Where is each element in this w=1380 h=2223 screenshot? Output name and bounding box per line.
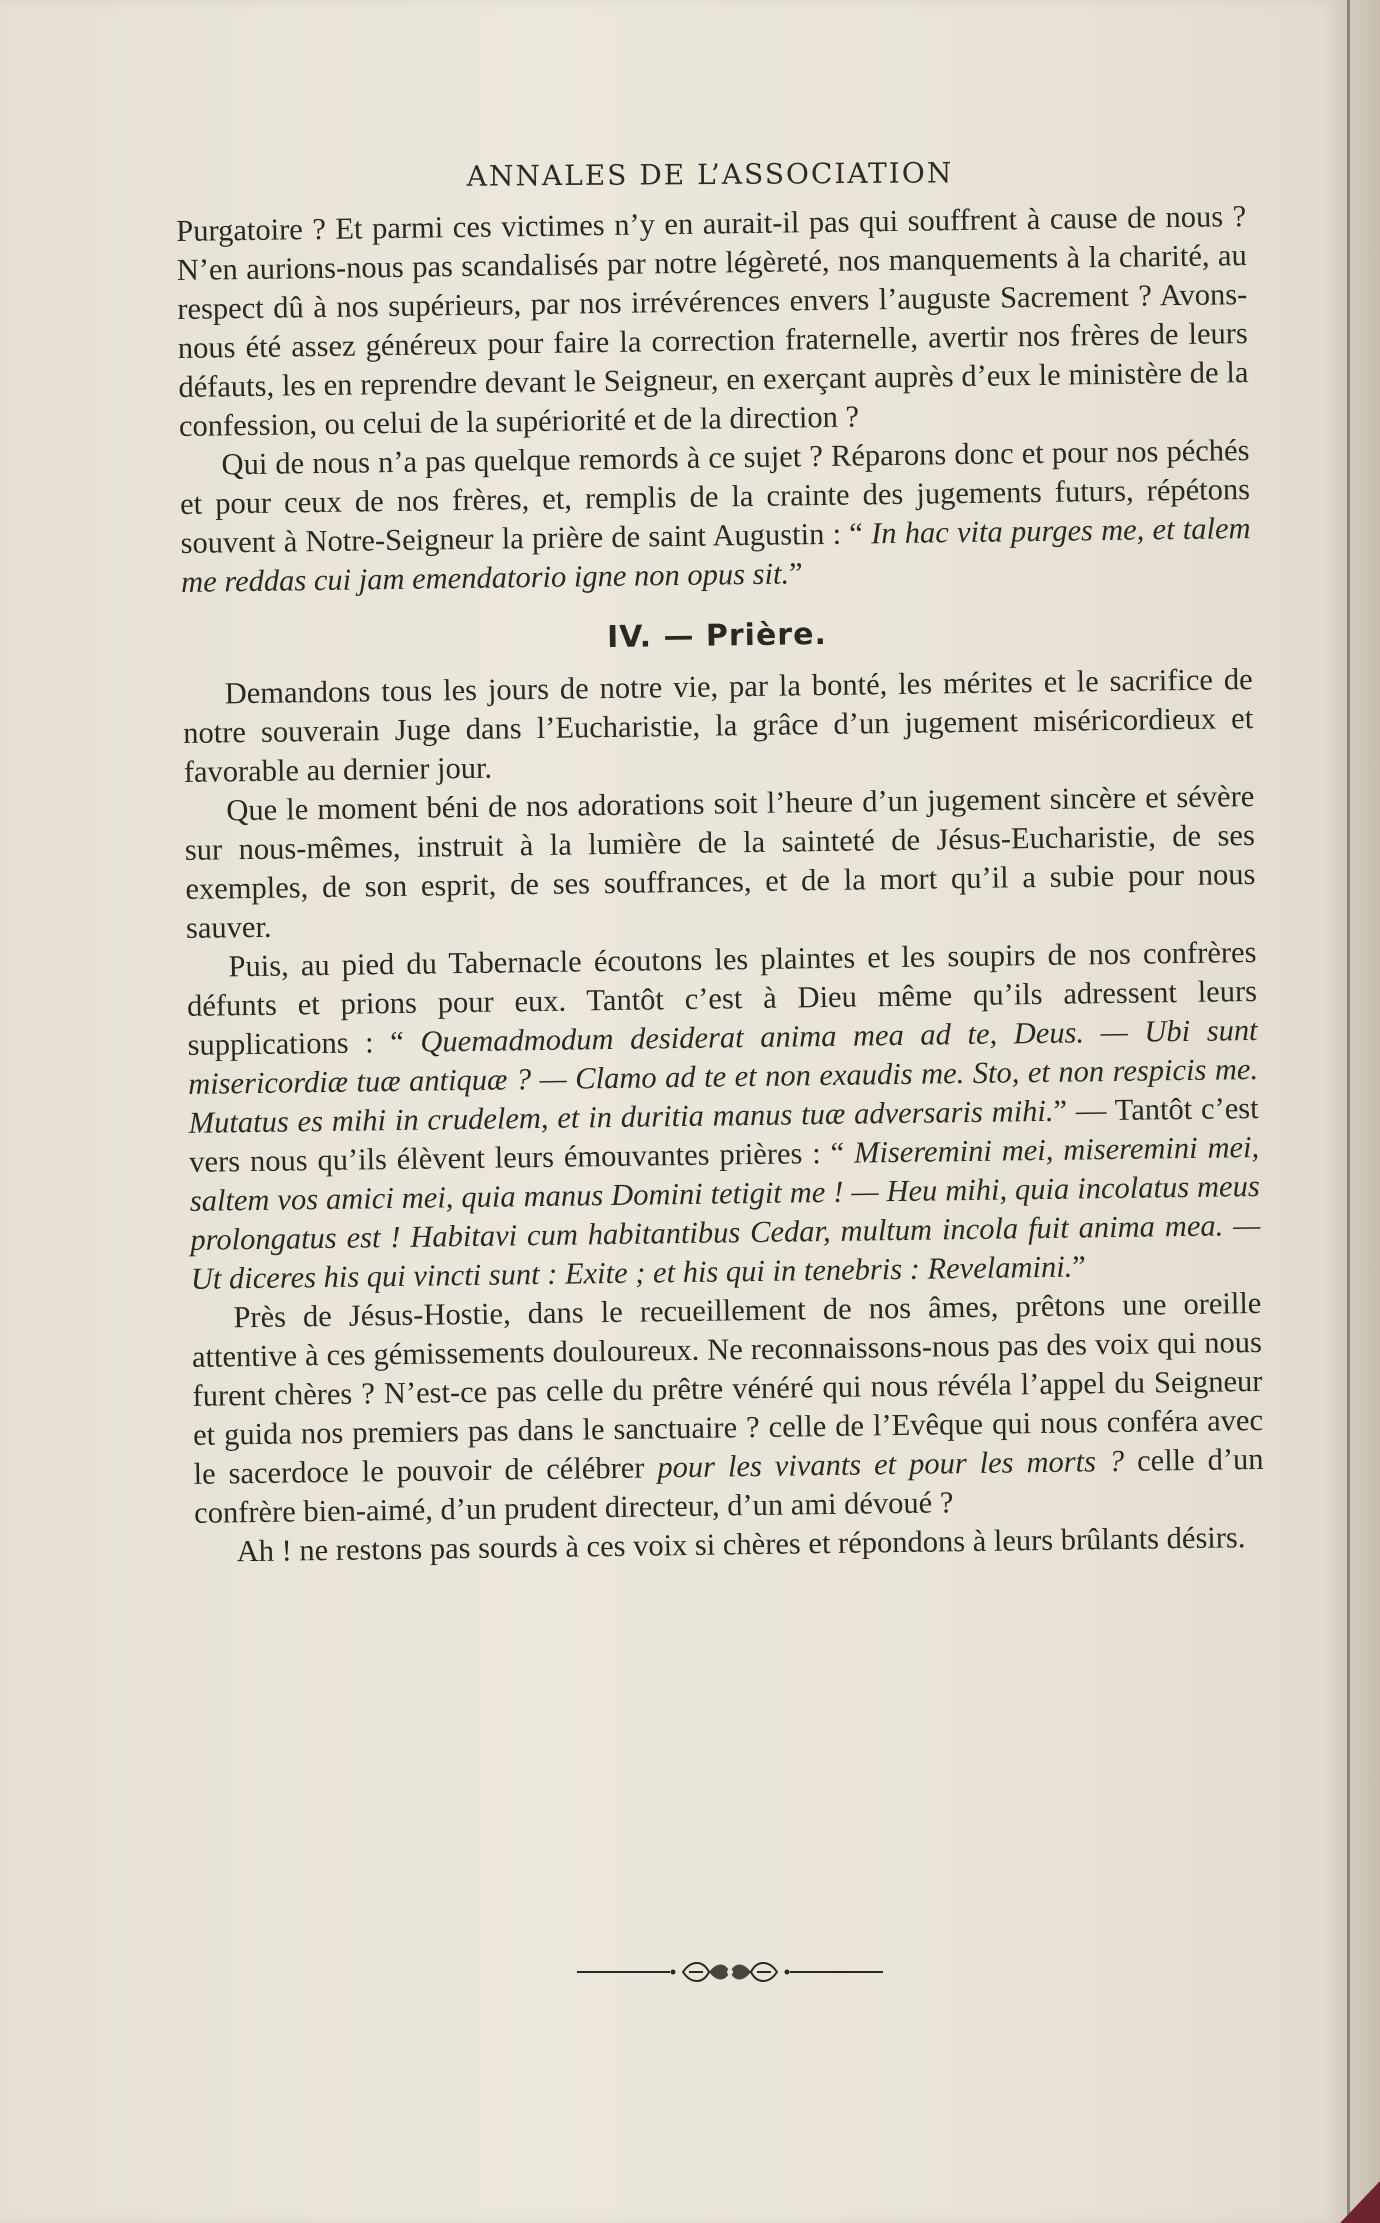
latin-quote-augustine: In hac vita purges me, et talem me reddas cui jam emendatorio igne non opus sit.	[180, 511, 1251, 599]
latin-phrase-living-dead: pour les vivants et pour les morts ?	[657, 1443, 1125, 1485]
section-title: IV. — Prière.	[606, 616, 828, 656]
ornament-divider-icon	[575, 1952, 885, 1992]
latin-quote-supplications: Quemadmodum desiderat anima mea ad te, Deus. — Ubi sunt misericordiæ tuæ antiquæ ? — Clamo ad te et non exaudis me. Sto, et non respicis me. Mutatus es mihi in crudelem, et in duritia manus tuæ adversaris mihi.	[187, 1012, 1259, 1140]
running-header: ANNALES DE L’ASSOCIATION	[466, 156, 954, 193]
paragraph-4-text: Que le moment béni de nos adorations soit l’heure d’un jugement sincère et sévère sur nous-mêmes, instruit à la lumière de la sainteté de Jésus-Eucharistie, de ses exemples, de son esprit, de ses souffrances, et de la mort qu’il a subie pour nous sauver.	[184, 779, 1256, 945]
paragraph-2	[179, 431, 1251, 602]
paragraph-3-text: Demandons tous les jours de notre vie, par la bonté, les mérites et le sacrifice de notre souverain Juge dans l’Eucharistie, la grâce d’un jugement miséricordieux et favorable au dernier jour.	[183, 662, 1254, 789]
paragraph-6	[191, 1284, 1264, 1533]
corner-accent	[1340, 2181, 1380, 2223]
paragraph-6-text-b: celle d’un confrère bien-aimé, d’un prudent directeur, d’un ami dévoué ?	[193, 1441, 1264, 1530]
paragraph-1	[176, 197, 1249, 446]
paragraph-4	[184, 777, 1256, 948]
paragraph-1-text: Purgatoire ? Et parmi ces victimes n’y en aurait-il pas qui souffrent à cause de nous ? N’en aurions-nous pas scandalisés par notre légèreté, nos manquements à la charité, au respect dû à nos supérieurs, par nos irrévérences envers l’auguste Sacrement ? Avons-nous été assez généreux pour faire la correction fraternelle, avertir nos frères de leurs défauts, les en reprendre devant le Seigneur, en exerçant auprès d’eux le ministère de la confession, ou celui de la supériorité et de la direction ?	[176, 199, 1249, 443]
paragraph-2-close: ”	[788, 556, 803, 591]
paragraph-5-text-b: ” — Tantôt c’est vers nous qu’ils élèvent leurs émouvantes prières : “	[189, 1090, 1259, 1179]
paragraph-5-close: ”	[1072, 1249, 1087, 1284]
paragraph-5-text-a: Puis, au pied du Tabernacle écoutons les plaintes et les soupirs de nos confrères défunts et prions pour eux. Tantôt c’est à Dieu même qu’ils adressent leurs supplications : “	[186, 934, 1258, 1062]
paragraph-5	[186, 933, 1261, 1299]
binding-line	[1347, 0, 1350, 2223]
latin-quote-prayers: Miseremini mei, miseremini mei, saltem vos amici mei, quia manus Domini tetigit me ! — Heu mihi, quia incolatus meus prolongatus est ! Habitavi cum habitantibus Cedar, multum incola fuit anima mea. — Ut diceres his qui vincti sunt : Exite ; et his qui in tenebris : Revelamini.	[189, 1129, 1261, 1296]
paragraph-2-text: Qui de nous n’a pas quelque remords à ce sujet ? Réparons donc et pour nos péchés et pour ceux de nos frères, et, remplis de la crainte des jugements futurs, répétons souvent à Notre-Seigneur la prière de saint Augustin : “	[179, 433, 1251, 560]
paragraph-6-text-a: Près de Jésus-Hostie, dans le recueillement de nos âmes, prêtons une oreille attentive à ces gémissements douloureux. Ne reconnaissons-nous pas des voix qui nous furent chères ? N’est-ce pas celle du prêtre vénéré qui nous révéla l’appel du Seigneur et guida nos premiers pas dans le sanctuaire ? celle de l’Evêque qui nous conféra avec le sacerdoce le pouvoir de célébrer	[191, 1285, 1264, 1491]
paragraph-3	[182, 660, 1254, 792]
paragraph-7-text: Ah ! ne restons pas sourds à ces voix si chères et répondons à leurs brûlants désirs.	[236, 1520, 1246, 1569]
page-body	[176, 197, 1265, 1572]
page-edge	[1338, 0, 1380, 2223]
